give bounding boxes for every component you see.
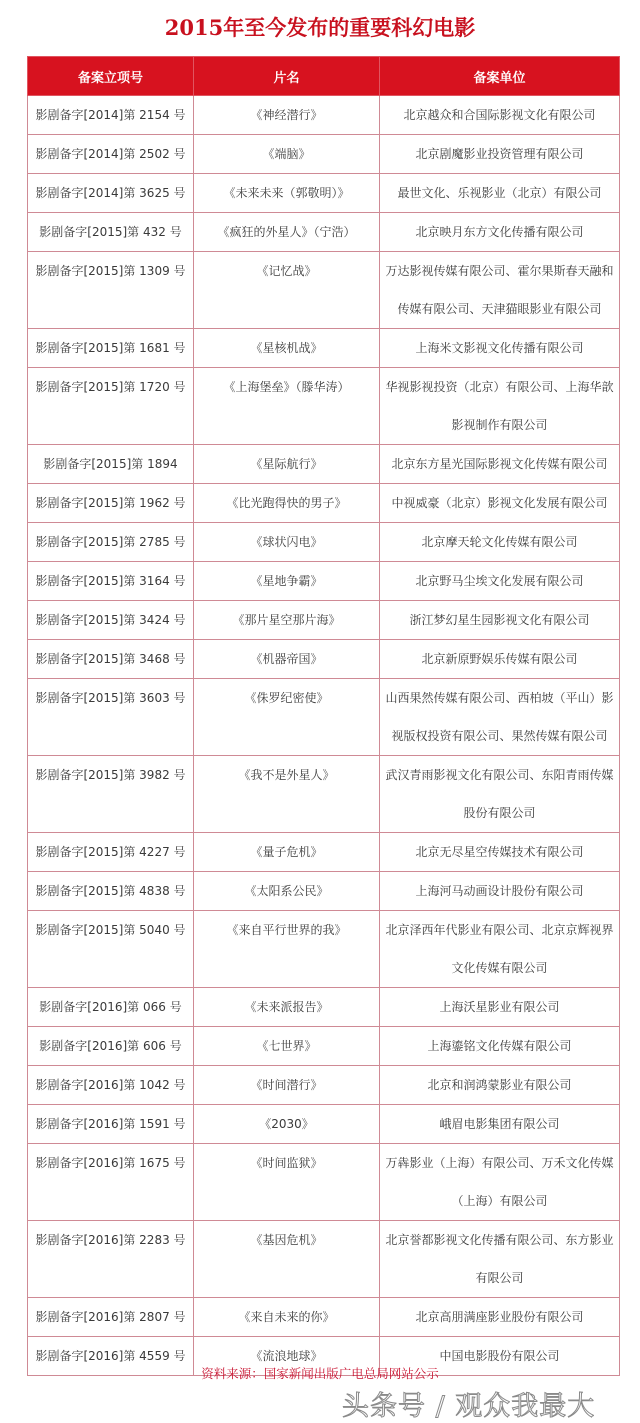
- company-cell: 华视影视投资（北京）有限公司、上海华歆影视制作有限公司: [380, 368, 620, 445]
- table-row: [28, 523, 620, 562]
- company-cell: 上海河马动画设计股份有限公司: [380, 872, 620, 911]
- company-cell: 北京泽西年代影业有限公司、北京京辉视界文化传媒有限公司: [380, 911, 620, 988]
- company-cell: 北京东方星光国际影视文化传媒有限公司: [380, 445, 620, 484]
- record-number-cell: 影剧备字[2014]第 2502 号: [28, 135, 194, 174]
- record-number-cell: 影剧备字[2015]第 5040 号: [28, 911, 194, 988]
- company-cell: 上海鎏铭文化传媒有限公司: [380, 1027, 620, 1066]
- table-row: [28, 1221, 620, 1298]
- record-number-cell: 影剧备字[2016]第 1591 号: [28, 1105, 194, 1144]
- company-cell: 中视威豪（北京）影视文化发展有限公司: [380, 484, 620, 523]
- record-number-cell: 影剧备字[2016]第 2283 号: [28, 1221, 194, 1298]
- company-cell: 北京誉都影视文化传播有限公司、东方影业有限公司: [380, 1221, 620, 1298]
- table-row: [28, 174, 620, 213]
- film-title-cell: 《2030》: [194, 1105, 380, 1144]
- table-row: [28, 833, 620, 872]
- table-header-row: [28, 57, 620, 96]
- film-title-cell: 《星际航行》: [194, 445, 380, 484]
- header-company: 备案单位: [380, 57, 620, 96]
- table-row: [28, 640, 620, 679]
- film-title-cell: 《上海堡垒》（滕华涛）: [194, 368, 380, 445]
- film-title-cell: 《来自平行世界的我》: [194, 911, 380, 988]
- table-row: [28, 562, 620, 601]
- record-number-cell: 影剧备字[2015]第 3603 号: [28, 679, 194, 756]
- film-title-cell: 《未来派报告》: [194, 988, 380, 1027]
- table-row: [28, 1144, 620, 1221]
- record-number-cell: 影剧备字[2015]第 4838 号: [28, 872, 194, 911]
- film-title-cell: 《流浪地球》: [194, 1337, 380, 1376]
- record-number-cell: 影剧备字[2015]第 1894: [28, 445, 194, 484]
- company-cell: 最世文化、乐视影业（北京）有限公司: [380, 174, 620, 213]
- company-cell: 北京野马尘埃文化发展有限公司: [380, 562, 620, 601]
- film-title-cell: 《量子危机》: [194, 833, 380, 872]
- film-title-cell: 《那片星空那片海》: [194, 601, 380, 640]
- company-cell: 万犇影业（上海）有限公司、万禾文化传媒（上海）有限公司: [380, 1144, 620, 1221]
- company-cell: 万达影视传媒有限公司、霍尔果斯春天融和传媒有限公司、天津猫眼影业有限公司: [380, 252, 620, 329]
- record-number-cell: 影剧备字[2016]第 1042 号: [28, 1066, 194, 1105]
- company-cell: 北京剧魔影业投资管理有限公司: [380, 135, 620, 174]
- table-row: [28, 252, 620, 329]
- table-row: [28, 484, 620, 523]
- company-cell: 浙江梦幻星生园影视文化有限公司: [380, 601, 620, 640]
- film-title-cell: 《我不是外星人》: [194, 756, 380, 833]
- table-row: [28, 135, 620, 174]
- record-number-cell: 影剧备字[2015]第 4227 号: [28, 833, 194, 872]
- record-number-cell: 影剧备字[2015]第 2785 号: [28, 523, 194, 562]
- company-cell: 北京新原野娱乐传媒有限公司: [380, 640, 620, 679]
- record-number-cell: 影剧备字[2015]第 3982 号: [28, 756, 194, 833]
- table-row: [28, 445, 620, 484]
- company-cell: 北京摩天轮文化传媒有限公司: [380, 523, 620, 562]
- table-row: [28, 213, 620, 252]
- record-number-cell: 影剧备字[2015]第 1720 号: [28, 368, 194, 445]
- company-cell: 北京越众和合国际影视文化有限公司: [380, 96, 620, 135]
- films-table: [27, 56, 620, 1376]
- film-title-cell: 《七世界》: [194, 1027, 380, 1066]
- film-title-cell: 《星地争霸》: [194, 562, 380, 601]
- film-title-cell: 《时间潜行》: [194, 1066, 380, 1105]
- header-record-number: 备案立项号: [28, 57, 194, 96]
- film-title-cell: 《疯狂的外星人》（宁浩）: [194, 213, 380, 252]
- table-row: [28, 911, 620, 988]
- film-title-cell: 《太阳系公民》: [194, 872, 380, 911]
- record-number-cell: 影剧备字[2015]第 1681 号: [28, 329, 194, 368]
- table-row: [28, 756, 620, 833]
- table-row: [28, 1066, 620, 1105]
- record-number-cell: 影剧备字[2015]第 3164 号: [28, 562, 194, 601]
- film-title-cell: 《机器帝国》: [194, 640, 380, 679]
- table-row: [28, 368, 620, 445]
- film-title-cell: 《侏罗纪密使》: [194, 679, 380, 756]
- header-film-title: 片名: [194, 57, 380, 96]
- company-cell: 峨眉电影集团有限公司: [380, 1105, 620, 1144]
- company-cell: 北京高朋满座影业股份有限公司: [380, 1298, 620, 1337]
- record-number-cell: 影剧备字[2015]第 3424 号: [28, 601, 194, 640]
- table-row: [28, 679, 620, 756]
- record-number-cell: 影剧备字[2016]第 1675 号: [28, 1144, 194, 1221]
- company-cell: 北京无尽星空传媒技术有限公司: [380, 833, 620, 872]
- film-title-cell: 《神经潜行》: [194, 96, 380, 135]
- record-number-cell: 影剧备字[2016]第 4559 号: [28, 1337, 194, 1376]
- table-row: [28, 1027, 620, 1066]
- table-row: [28, 96, 620, 135]
- record-number-cell: 影剧备字[2015]第 432 号: [28, 213, 194, 252]
- film-title-cell: 《来自未来的你》: [194, 1298, 380, 1337]
- table-row: [28, 601, 620, 640]
- record-number-cell: 影剧备字[2016]第 606 号: [28, 1027, 194, 1066]
- film-title-cell: 《时间监狱》: [194, 1144, 380, 1221]
- film-title-cell: 《端脑》: [194, 135, 380, 174]
- record-number-cell: 影剧备字[2015]第 1309 号: [28, 252, 194, 329]
- table-row: [28, 872, 620, 911]
- company-cell: 上海米文影视文化传播有限公司: [380, 329, 620, 368]
- company-cell: 北京和润鸿蒙影业有限公司: [380, 1066, 620, 1105]
- table-row: [28, 988, 620, 1027]
- record-number-cell: 影剧备字[2015]第 3468 号: [28, 640, 194, 679]
- record-number-cell: 影剧备字[2015]第 1962 号: [28, 484, 194, 523]
- company-cell: 中国电影股份有限公司: [380, 1337, 620, 1376]
- record-number-cell: 影剧备字[2016]第 066 号: [28, 988, 194, 1027]
- source-note: 资料来源：国家新闻出版广电总局网站公示: [201, 1366, 439, 1381]
- record-number-cell: 影剧备字[2014]第 2154 号: [28, 96, 194, 135]
- record-number-cell: 影剧备字[2016]第 2807 号: [28, 1298, 194, 1337]
- company-cell: 武汉青雨影视文化有限公司、东阳青雨传媒股份有限公司: [380, 756, 620, 833]
- film-title-cell: 《球状闪电》: [194, 523, 380, 562]
- company-cell: 北京映月东方文化传播有限公司: [380, 213, 620, 252]
- film-title-cell: 《比光跑得快的男子》: [194, 484, 380, 523]
- table-row: [28, 1105, 620, 1144]
- record-number-cell: 影剧备字[2014]第 3625 号: [28, 174, 194, 213]
- watermark: 头条号 / 观众我最大: [342, 1391, 596, 1422]
- table-row: [28, 1298, 620, 1337]
- company-cell: 上海沃星影业有限公司: [380, 988, 620, 1027]
- film-title-cell: 《未来未来（郭敬明）》: [194, 174, 380, 213]
- film-title-cell: 《星核机战》: [194, 329, 380, 368]
- film-title-cell: 《记忆战》: [194, 252, 380, 329]
- table-row: [28, 329, 620, 368]
- film-title-cell: 《基因危机》: [194, 1221, 380, 1298]
- company-cell: 山西果然传媒有限公司、西柏坡（平山）影视版权投资有限公司、果然传媒有限公司: [380, 679, 620, 756]
- page-title: 2015年至今发布的重要科幻电影: [164, 15, 476, 40]
